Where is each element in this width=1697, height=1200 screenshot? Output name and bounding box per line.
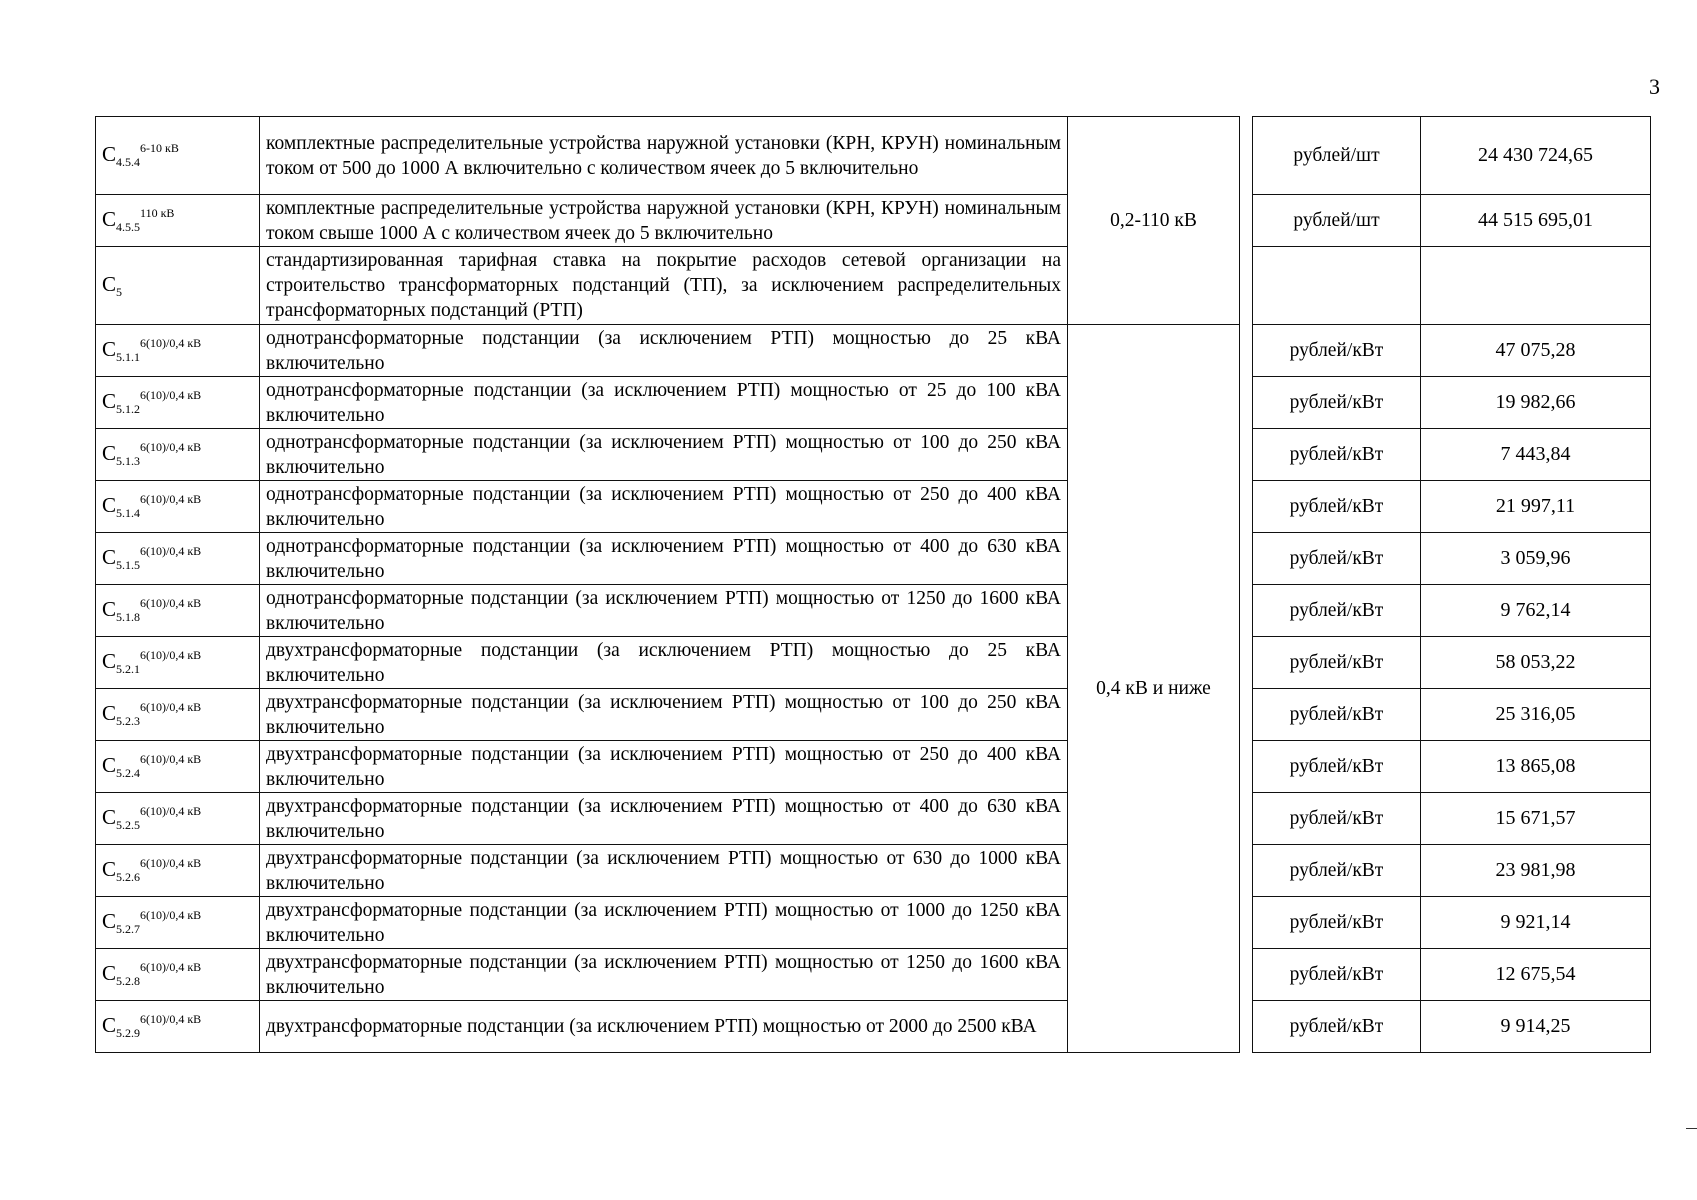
rate-description: двухтрансформаторные подстанции (за исключением РТП) мощностью от 250 до 400 кВА включительно <box>260 741 1068 793</box>
rate-unit: рублей/кВт <box>1253 845 1421 897</box>
table-row <box>96 585 1651 637</box>
rate-code-base: C <box>102 337 117 361</box>
rate-code <box>96 741 260 793</box>
column-gap <box>1240 897 1253 949</box>
rate-code-base: C <box>102 389 117 413</box>
rate-value: 25 316,05 <box>1421 689 1651 741</box>
rate-value: 12 675,54 <box>1421 949 1651 1001</box>
column-gap <box>1240 533 1253 585</box>
rate-code-base: C <box>102 805 117 829</box>
rate-code-superscript: 6(10)/0,4 кВ <box>140 960 202 974</box>
rate-code <box>96 195 260 247</box>
column-gap <box>1240 429 1253 481</box>
rate-value: 9 762,14 <box>1421 585 1651 637</box>
rate-code-subscript: 5.2.1 <box>116 662 141 676</box>
rate-code-subscript: 5.2.5 <box>116 818 141 832</box>
voltage-level: 0,4 кВ и ниже <box>1068 325 1240 1053</box>
table-row <box>96 533 1651 585</box>
rate-description: однотрансформаторные подстанции (за исключением РТП) мощностью до 25 кВА включительно <box>260 325 1068 377</box>
rate-description: комплектные распределительные устройства наружной установки (КРН, КРУН) номинальным током от 500 до 1000 А включительно с количеством ячеек до 5 включительно <box>260 117 1068 195</box>
column-gap <box>1240 247 1253 325</box>
rate-unit: рублей/шт <box>1253 117 1421 195</box>
rate-code <box>96 117 260 195</box>
rate-code-superscript: 6(10)/0,4 кВ <box>140 544 202 558</box>
rate-code-subscript: 5.1.3 <box>116 454 141 468</box>
rate-code-subscript: 5.1.8 <box>116 610 141 624</box>
rate-code-superscript: 110 кВ <box>140 206 175 220</box>
rate-unit: рублей/кВт <box>1253 741 1421 793</box>
rate-code-superscript: 6-10 кВ <box>140 141 179 155</box>
voltage-level: 0,2-110 кВ <box>1068 117 1240 325</box>
rate-code-superscript: 6(10)/0,4 кВ <box>140 336 202 350</box>
table-row <box>96 325 1651 377</box>
table-row <box>96 1001 1651 1053</box>
rate-code <box>96 429 260 481</box>
rate-unit: рублей/кВт <box>1253 429 1421 481</box>
column-gap <box>1240 637 1253 689</box>
column-gap <box>1240 741 1253 793</box>
rate-code-superscript: 6(10)/0,4 кВ <box>140 1012 202 1026</box>
rate-value: 44 515 695,01 <box>1421 195 1651 247</box>
rate-description: двухтрансформаторные подстанции (за исключением РТП) мощностью от 400 до 630 кВА включительно <box>260 793 1068 845</box>
rate-code-superscript: 6(10)/0,4 кВ <box>140 440 202 454</box>
table-row <box>96 195 1651 247</box>
rate-unit: рублей/кВт <box>1253 949 1421 1001</box>
table-row <box>96 949 1651 1001</box>
rate-value: 19 982,66 <box>1421 377 1651 429</box>
rate-code <box>96 325 260 377</box>
rate-code-base: C <box>102 857 117 881</box>
rate-value: 21 997,11 <box>1421 481 1651 533</box>
rate-code-superscript: 6(10)/0,4 кВ <box>140 752 202 766</box>
table-row <box>96 741 1651 793</box>
rate-code-base: C <box>102 142 117 166</box>
rate-code-base: C <box>102 909 117 933</box>
rate-code-base: C <box>102 207 117 231</box>
table-row <box>96 689 1651 741</box>
column-gap <box>1240 1001 1253 1053</box>
rate-code <box>96 637 260 689</box>
rate-code-subscript: 5.2.9 <box>116 1026 141 1040</box>
rate-code-superscript: 6(10)/0,4 кВ <box>140 648 202 662</box>
rate-value: 13 865,08 <box>1421 741 1651 793</box>
rate-value: 9 914,25 <box>1421 1001 1651 1053</box>
table-row <box>96 481 1651 533</box>
rate-code-superscript: 6(10)/0,4 кВ <box>140 492 202 506</box>
column-gap <box>1240 195 1253 247</box>
rate-value: 58 053,22 <box>1421 637 1651 689</box>
rate-unit: рублей/кВт <box>1253 1001 1421 1053</box>
table-row <box>96 637 1651 689</box>
rate-code-base: C <box>102 701 117 725</box>
rate-code-superscript: 6(10)/0,4 кВ <box>140 856 202 870</box>
rate-unit: рублей/кВт <box>1253 637 1421 689</box>
rate-value: 24 430 724,65 <box>1421 117 1651 195</box>
rate-code <box>96 533 260 585</box>
rate-code-base: C <box>102 961 117 985</box>
rate-code-subscript: 5.1.2 <box>116 402 141 416</box>
table-row <box>96 897 1651 949</box>
rate-description: двухтрансформаторные подстанции (за исключением РТП) мощностью до 25 кВА включительно <box>260 637 1068 689</box>
column-gap <box>1240 845 1253 897</box>
rate-description: однотрансформаторные подстанции (за исключением РТП) мощностью от 250 до 400 кВА включительно <box>260 481 1068 533</box>
rate-description: двухтрансформаторные подстанции (за исключением РТП) мощностью от 630 до 1000 кВА включительно <box>260 845 1068 897</box>
rate-code <box>96 793 260 845</box>
column-gap <box>1240 117 1253 195</box>
rate-description: стандартизированная тарифная ставка на покрытие расходов сетевой организации на строительство трансформаторных подстанций (ТП), за исключением распределительных трансформаторных подстанций (РТП) <box>260 247 1068 325</box>
rate-unit: рублей/кВт <box>1253 377 1421 429</box>
rate-code-base: C <box>102 753 117 777</box>
edge-mark <box>1686 1128 1697 1129</box>
rate-code-subscript: 4.5.4 <box>116 155 141 169</box>
rate-unit: рублей/кВт <box>1253 793 1421 845</box>
rate-code <box>96 585 260 637</box>
rate-code <box>96 247 260 325</box>
rate-description: однотрансформаторные подстанции (за исключением РТП) мощностью от 400 до 630 кВА включительно <box>260 533 1068 585</box>
tariff-table <box>95 116 1651 1053</box>
rate-code-base: C <box>102 649 117 673</box>
rate-code <box>96 377 260 429</box>
table-row <box>96 247 1651 325</box>
rate-code <box>96 689 260 741</box>
page-number: 3 <box>1649 74 1660 99</box>
rate-code <box>96 481 260 533</box>
rate-unit: рублей/кВт <box>1253 325 1421 377</box>
rate-code-base: C <box>102 493 117 517</box>
table-row <box>96 377 1651 429</box>
table-row <box>96 845 1651 897</box>
rate-code <box>96 897 260 949</box>
rate-value: 47 075,28 <box>1421 325 1651 377</box>
rate-code-superscript: 6(10)/0,4 кВ <box>140 596 202 610</box>
column-gap <box>1240 585 1253 637</box>
column-gap <box>1240 689 1253 741</box>
column-gap <box>1240 949 1253 1001</box>
rate-value: 23 981,98 <box>1421 845 1651 897</box>
rate-code <box>96 949 260 1001</box>
rate-code-subscript: 5.1.4 <box>116 506 141 520</box>
rate-value: 9 921,14 <box>1421 897 1651 949</box>
rate-code-subscript: 5.2.7 <box>116 922 141 936</box>
rate-code <box>96 1001 260 1053</box>
rate-code-superscript: 6(10)/0,4 кВ <box>140 804 202 818</box>
rate-description: двухтрансформаторные подстанции (за исключением РТП) мощностью от 1250 до 1600 кВА включительно <box>260 949 1068 1001</box>
rate-code-subscript: 4.5.5 <box>116 220 141 234</box>
rate-code <box>96 845 260 897</box>
rate-code-subscript: 5.1.1 <box>116 350 141 364</box>
rate-unit: рублей/кВт <box>1253 689 1421 741</box>
rate-unit: рублей/кВт <box>1253 585 1421 637</box>
rate-code-subscript: 5.2.4 <box>116 766 141 780</box>
rate-description: однотрансформаторные подстанции (за исключением РТП) мощностью от 1250 до 1600 кВА включительно <box>260 585 1068 637</box>
rate-unit: рублей/кВт <box>1253 897 1421 949</box>
column-gap <box>1240 325 1253 377</box>
rate-description: однотрансформаторные подстанции (за исключением РТП) мощностью от 100 до 250 кВА включительно <box>260 429 1068 481</box>
rate-value: 7 443,84 <box>1421 429 1651 481</box>
rate-unit: рублей/шт <box>1253 195 1421 247</box>
table-row <box>96 793 1651 845</box>
column-gap <box>1240 481 1253 533</box>
rate-value <box>1421 247 1651 325</box>
rate-code-base: C <box>102 441 117 465</box>
rate-description: однотрансформаторные подстанции (за исключением РТП) мощностью от 25 до 100 кВА включительно <box>260 377 1068 429</box>
rate-unit <box>1253 247 1421 325</box>
rate-code-base: C <box>102 1013 117 1037</box>
table-row <box>96 117 1651 195</box>
rate-code-superscript: 6(10)/0,4 кВ <box>140 908 202 922</box>
rate-code-superscript: 6(10)/0,4 кВ <box>140 388 202 402</box>
rate-value: 15 671,57 <box>1421 793 1651 845</box>
column-gap <box>1240 377 1253 429</box>
rate-description: двухтрансформаторные подстанции (за исключением РТП) мощностью от 2000 до 2500 кВА <box>260 1001 1068 1053</box>
rate-code-base: C <box>102 597 117 621</box>
rate-value: 3 059,96 <box>1421 533 1651 585</box>
rate-code-base: C <box>102 545 117 569</box>
tariff-table-body <box>96 117 1651 1053</box>
rate-description: двухтрансформаторные подстанции (за исключением РТП) мощностью от 100 до 250 кВА включительно <box>260 689 1068 741</box>
column-gap <box>1240 793 1253 845</box>
rate-description: комплектные распределительные устройства наружной установки (КРН, КРУН) номинальным током свыше 1000 А с количеством ячеек до 5 включительно <box>260 195 1068 247</box>
rate-unit: рублей/кВт <box>1253 481 1421 533</box>
rate-code-subscript: 5.2.8 <box>116 974 141 988</box>
rate-description: двухтрансформаторные подстанции (за исключением РТП) мощностью от 1000 до 1250 кВА включительно <box>260 897 1068 949</box>
rate-unit: рублей/кВт <box>1253 533 1421 585</box>
rate-code-base: C <box>102 272 117 296</box>
rate-code-subscript: 5.2.6 <box>116 870 141 884</box>
rate-code-superscript: 6(10)/0,4 кВ <box>140 700 202 714</box>
rate-code-subscript: 5 <box>116 285 123 299</box>
table-row <box>96 429 1651 481</box>
rate-code-subscript: 5.1.5 <box>116 558 141 572</box>
rate-code-subscript: 5.2.3 <box>116 714 141 728</box>
